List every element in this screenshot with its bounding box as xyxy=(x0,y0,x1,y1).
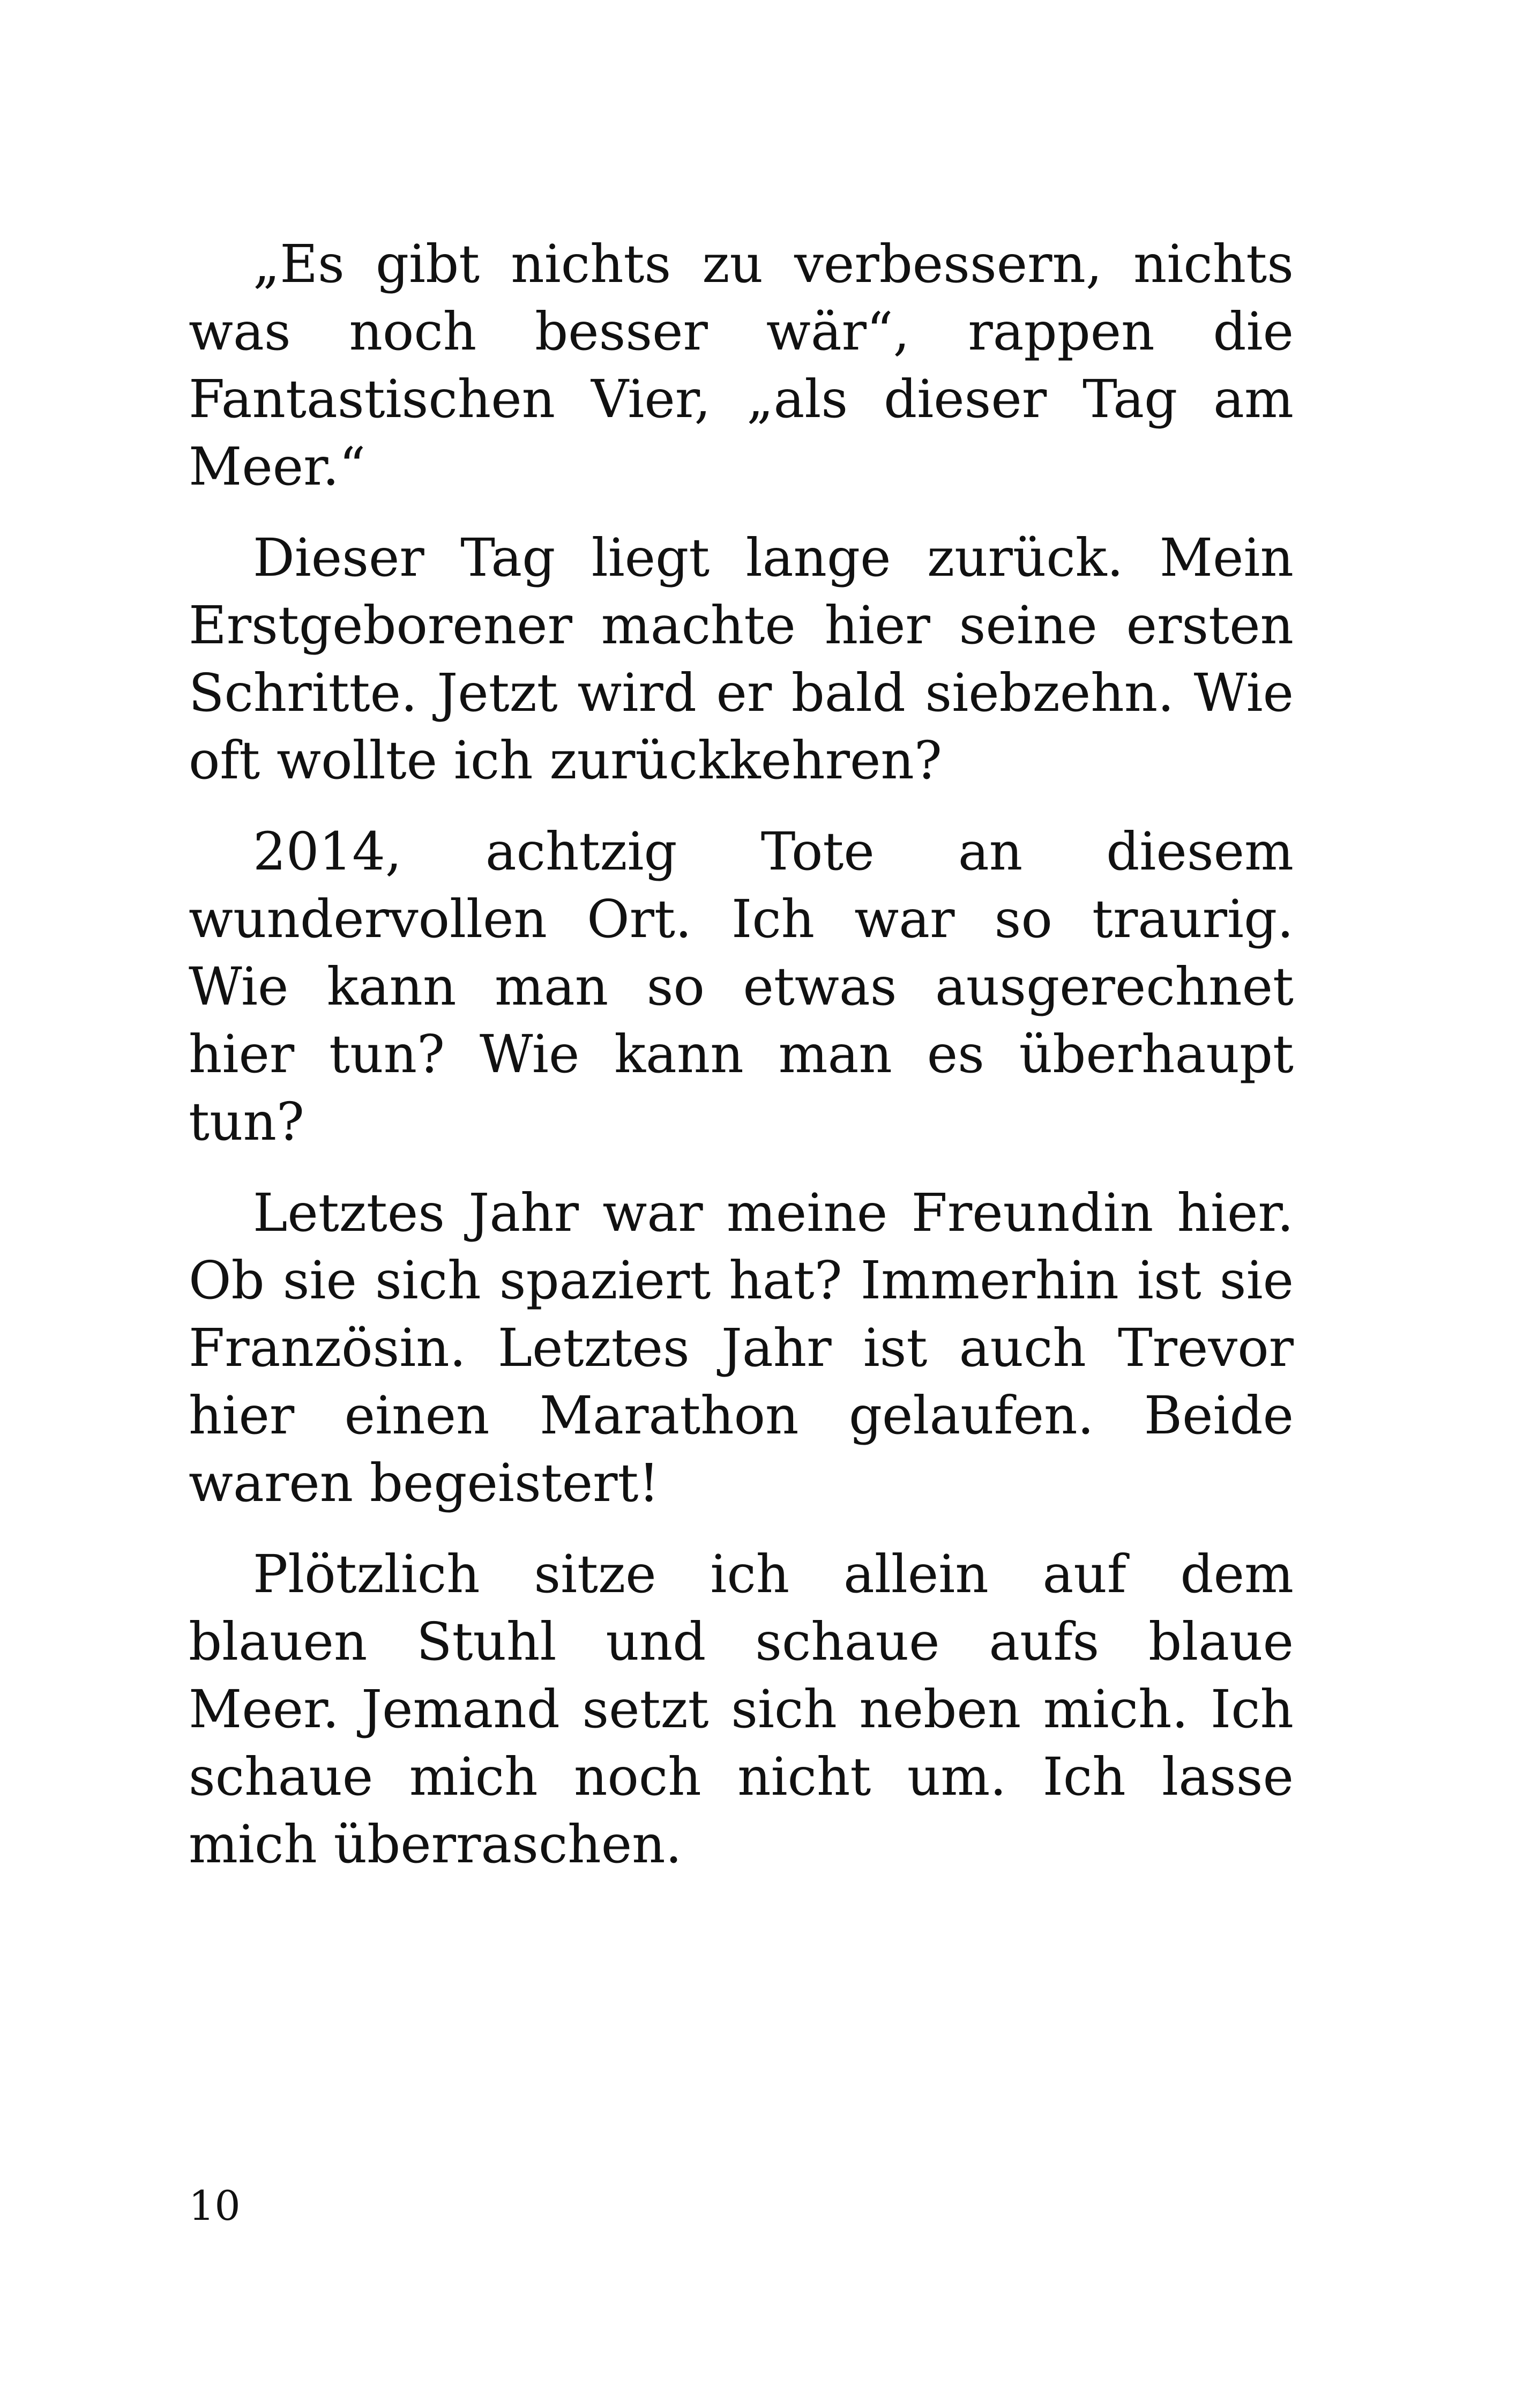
paragraph-2: Dieser Tag liegt lange zurück. Mein Erstgeborener machte hier seine ersten Schritte. Jetzt wird er bald siebzehn. Wie oft wollte ich zurückkehren? xyxy=(189,527,1294,791)
page-number: 10 xyxy=(189,2182,241,2229)
paragraph-4: Letztes Jahr war meine Freundin hier. Ob sie sich spaziert hat? Immerhin ist sie Französin. Letztes Jahr ist auch Trevor hier einen Marathon gelaufen. Beide waren begeistert! xyxy=(189,1183,1294,1513)
paragraph-5: Plötzlich sitze ich allein auf dem blauen Stuhl und schaue aufs blaue Meer. Jemand setzt sich neben mich. Ich schaue mich noch nicht um. Ich lasse mich überraschen. xyxy=(189,1544,1294,1875)
paragraph-3: 2014, achtzig Tote an diesem wundervollen Ort. Ich war so traurig. Wie kann man so etwas ausgerechnet hier tun? Wie kann man es überhaupt tun? xyxy=(189,821,1294,1152)
paragraph-1: „Es gibt nichts zu verbessern, nichts was noch besser wär“, rappen die Fantastischen Vier, „als dieser Tag am Meer.“ xyxy=(189,234,1294,497)
body-text xyxy=(189,231,1294,1902)
